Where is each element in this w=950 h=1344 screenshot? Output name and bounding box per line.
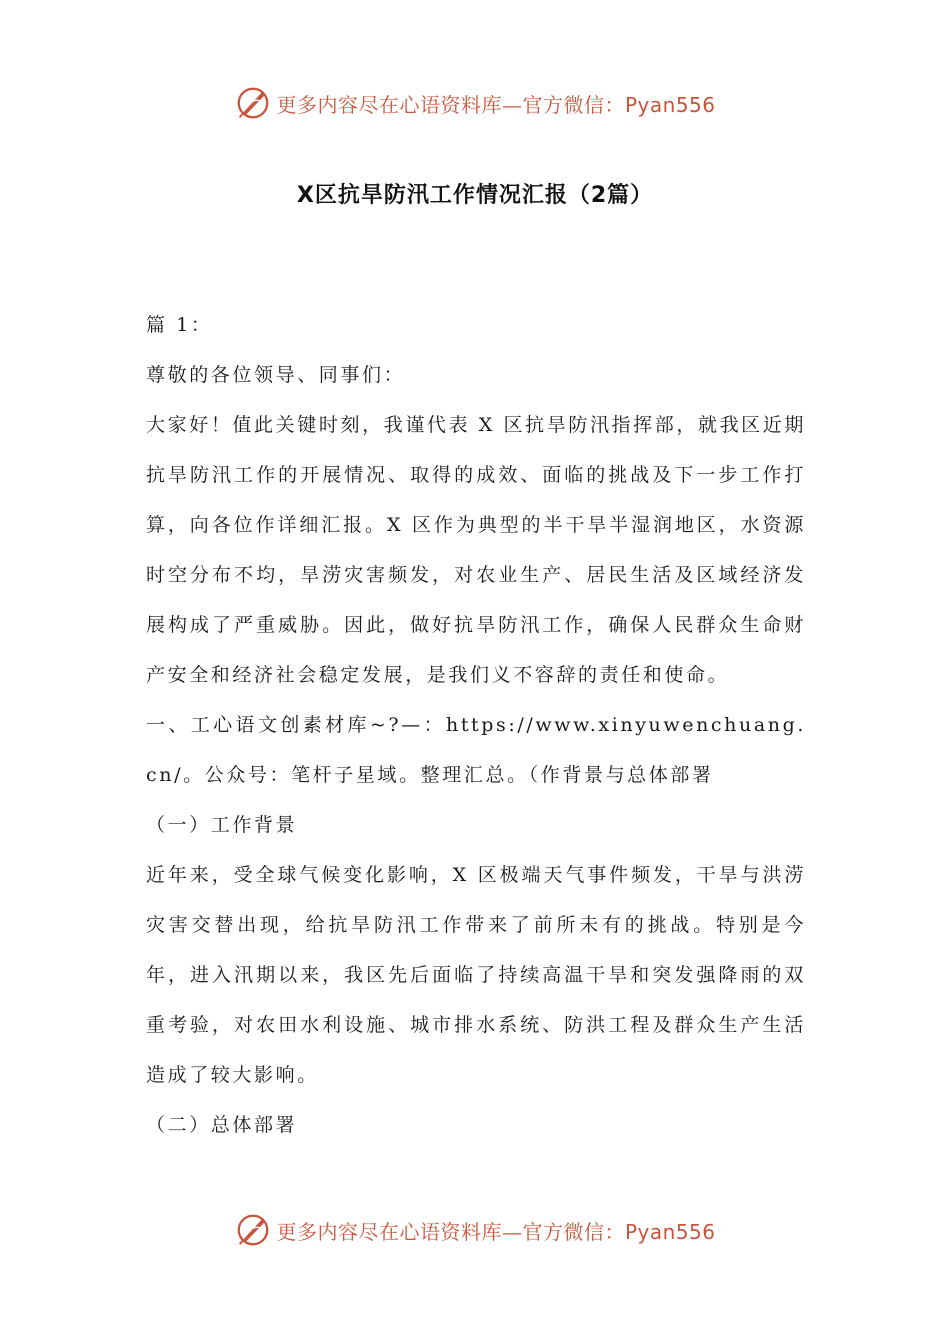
watermark-wx-id: Pyan556 xyxy=(624,1219,716,1244)
watermark-separator: — xyxy=(501,92,523,117)
intro-paragraph: 大家好！值此关键时刻，我谨代表 X 区抗旱防汛指挥部，就我区近期抗旱防汛工作的开展情况、取得的成效、面临的挑战及下一步工作打算，向各位作详细汇报。X 区作为典型的半干旱半湿润地区，水资源时空分布不均，旱涝灾害频发，对农业生产、居民生活及区域经济发展构成了严重威胁。因此，做好抗旱防汛工作，确保人民群众生命财产安全和经济社会稳定发展，是我们义不容辞的责任和使命。 xyxy=(146,414,806,686)
watermark-wx-label: 官方微信： xyxy=(522,92,625,117)
watermark-wx-label: 官方微信： xyxy=(522,1219,625,1244)
watermark-text xyxy=(276,1216,715,1245)
watermark-wx-id: Pyan556 xyxy=(624,92,716,117)
salutation: 尊敬的各位领导、同事们： xyxy=(146,364,406,386)
header-watermark-banner xyxy=(0,80,950,126)
subsection-background-heading: （一）工作背景 xyxy=(146,814,298,836)
document-title: X区抗旱防汛工作情况汇报（2篇） xyxy=(296,183,654,208)
section-heading-pian1: 篇 1： xyxy=(146,314,213,336)
background-paragraph: 近年来，受全球气候变化影响，X 区极端天气事件频发，干旱与洪涝灾害交替出现，给抗旱防汛工作带来了前所未有的挑战。特别是今年，进入汛期以来，我区先后面临了持续高温干旱和突发强降雨的双重考验，对农田水利设施、城市排水系统、防洪工程及群众生产生活造成了较大影响。 xyxy=(146,864,806,1086)
quill-pen-logo-icon xyxy=(234,1211,272,1249)
watermark-cn-text: 更多内容尽在心语资料库 xyxy=(276,92,502,117)
watermark-cn-text: 更多内容尽在心语资料库 xyxy=(276,1219,502,1244)
footer-watermark-banner xyxy=(0,1207,950,1253)
watermark-text xyxy=(276,89,715,118)
document-body xyxy=(146,300,806,1150)
watermark-separator: — xyxy=(501,1219,523,1244)
quill-pen-logo-icon xyxy=(234,84,272,122)
section-one-heading: 一、工心语文创素材库~?—：https://www.xinyuwenchuang.cn/。公众号：笔杆子星域。整理汇总。（作背景与总体部署 xyxy=(146,714,806,786)
subsection-deployment-heading: （二）总体部署 xyxy=(146,1114,298,1136)
